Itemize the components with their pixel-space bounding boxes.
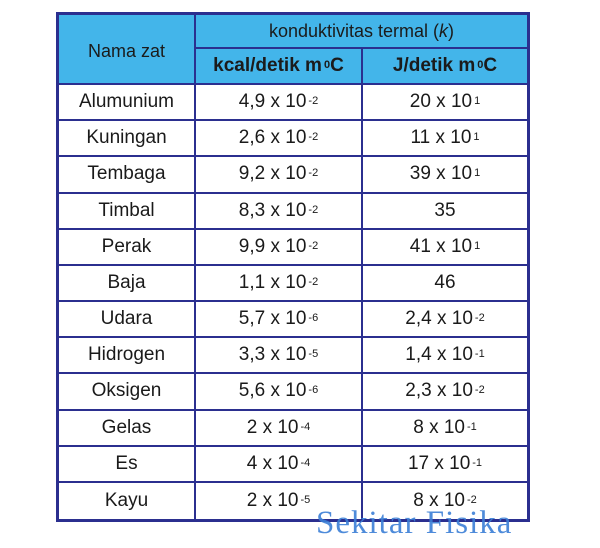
substance-name: Es [115,452,138,474]
table-cell-joule [363,447,527,483]
table-cell-name [59,338,196,374]
table-cell-kcal [196,302,363,338]
table-cell-joule [363,157,527,193]
joule-value-base: 8 x 10 [413,416,465,438]
kcal-value-base: 2 x 10 [246,416,299,438]
kcal-value-base: 5,6 x 10 [238,380,307,402]
group-label-post: ) [448,20,455,41]
table-cell-name [59,121,196,157]
table-cell-name [59,302,196,338]
table-cell-name [59,85,196,121]
substance-name: Baja [107,271,146,293]
kcal-value-base: 2 x 10 [246,489,299,511]
substance-name: Alumunium [78,91,175,113]
substance-name: Kuningan [86,127,167,149]
kcal-value-base: 4,9 x 10 [238,91,307,113]
table-cell-kcal [196,85,363,121]
joule-value-exponent: -1 [472,456,483,469]
substance-name: Tembaga [87,163,166,185]
table-cell-name [59,157,196,193]
substance-name: Kayu [104,489,149,511]
table-cell-joule [363,302,527,338]
table-grid [59,15,527,519]
table-cell-joule [363,85,527,121]
substance-name: Udara [100,308,153,330]
unit-kcal-sup: 0 [323,59,331,71]
substance-name: Hidrogen [87,344,166,366]
joule-value-base: 11 x 10 [410,127,472,149]
unit-joule-tail: C [483,55,498,76]
table-cell-kcal [196,338,363,374]
table-cell-name [59,230,196,266]
unit-kcal-main: kcal/detik m [213,55,322,76]
header-unit-joule [363,49,527,85]
kcal-value-exponent: -2 [308,95,319,108]
joule-value-base: 35 [434,199,456,221]
kcal-value-base: 4 x 10 [246,452,299,474]
kcal-value-exponent: -5 [308,348,319,361]
substance-name: Gelas [101,416,152,438]
joule-value-base: 20 x 10 [409,91,473,113]
joule-value-base: 46 [434,271,456,293]
joule-value-base: 2,4 x 10 [405,308,473,330]
table-cell-joule [363,411,527,447]
joule-value-base: 41 x 10 [409,235,473,257]
table-cell-name [59,194,196,230]
watermark-text: Sekitar Fisika [316,505,513,541]
joule-value-base: 39 x 10 [409,163,473,185]
kcal-value-exponent: -2 [308,239,319,252]
table-cell-kcal [196,121,363,157]
kcal-value-exponent: -2 [308,275,319,288]
kcal-value-exponent: -2 [308,167,319,180]
kcal-value-exponent: -6 [308,384,319,397]
thermal-conductivity-table [56,12,530,522]
table-cell-name [59,483,196,519]
joule-value-exponent: -2 [474,384,485,397]
joule-value-base: 17 x 10 [407,452,471,474]
group-label-var: k [439,20,449,41]
joule-value-exponent: 1 [473,131,480,144]
kcal-value-base: 9,2 x 10 [238,163,307,185]
joule-value-exponent: -2 [466,493,477,506]
joule-value-exponent: -1 [466,420,477,433]
unit-kcal-tail: C [330,55,344,76]
header-group-label [196,15,527,49]
table-cell-name [59,411,196,447]
table-cell-joule [363,374,527,410]
unit-joule-main: J/detik m [392,55,476,76]
table-cell-kcal [196,447,363,483]
kcal-value-base: 1,1 x 10 [238,271,307,293]
table-cell-kcal [196,157,363,193]
joule-value-base: 1,4 x 10 [405,344,473,366]
unit-joule-sup: 0 [477,59,484,71]
kcal-value-exponent: -5 [300,493,311,506]
substance-name: Perak [101,235,152,257]
joule-value-exponent: 1 [474,239,481,252]
table-cell-joule [363,194,527,230]
table-cell-name [59,374,196,410]
kcal-value-exponent: -4 [300,456,311,469]
table-cell-name [59,266,196,302]
joule-value-exponent: -2 [474,312,485,325]
table-cell-joule [363,266,527,302]
table-cell-kcal [196,230,363,266]
table-cell-kcal [196,266,363,302]
group-label-pre: konduktivitas termal ( [268,20,440,41]
table-cell-joule [363,230,527,266]
kcal-value-base: 9,9 x 10 [238,235,307,257]
header-unit-kcal [196,49,363,85]
table-cell-kcal [196,194,363,230]
kcal-value-exponent: -2 [308,131,319,144]
kcal-value-base: 8,3 x 10 [238,199,307,221]
substance-name: Timbal [98,199,155,221]
table-cell-joule [363,121,527,157]
joule-value-exponent: 1 [474,167,481,180]
kcal-value-exponent: -6 [308,312,319,325]
table-cell-kcal [196,411,363,447]
substance-name: Oksigen [91,380,162,402]
table-cell-name [59,447,196,483]
joule-value-exponent: 1 [474,95,481,108]
kcal-value-exponent: -4 [300,420,311,433]
kcal-value-exponent: -2 [308,203,319,216]
joule-value-exponent: -1 [474,348,485,361]
kcal-value-base: 3,3 x 10 [238,344,307,366]
table-cell-joule [363,338,527,374]
table-cell-kcal [196,374,363,410]
kcal-value-base: 5,7 x 10 [238,308,307,330]
header-name-column: Nama zat [59,15,196,85]
joule-value-base: 8 x 10 [413,489,465,511]
joule-value-base: 2,3 x 10 [405,380,473,402]
kcal-value-base: 2,6 x 10 [238,127,307,149]
